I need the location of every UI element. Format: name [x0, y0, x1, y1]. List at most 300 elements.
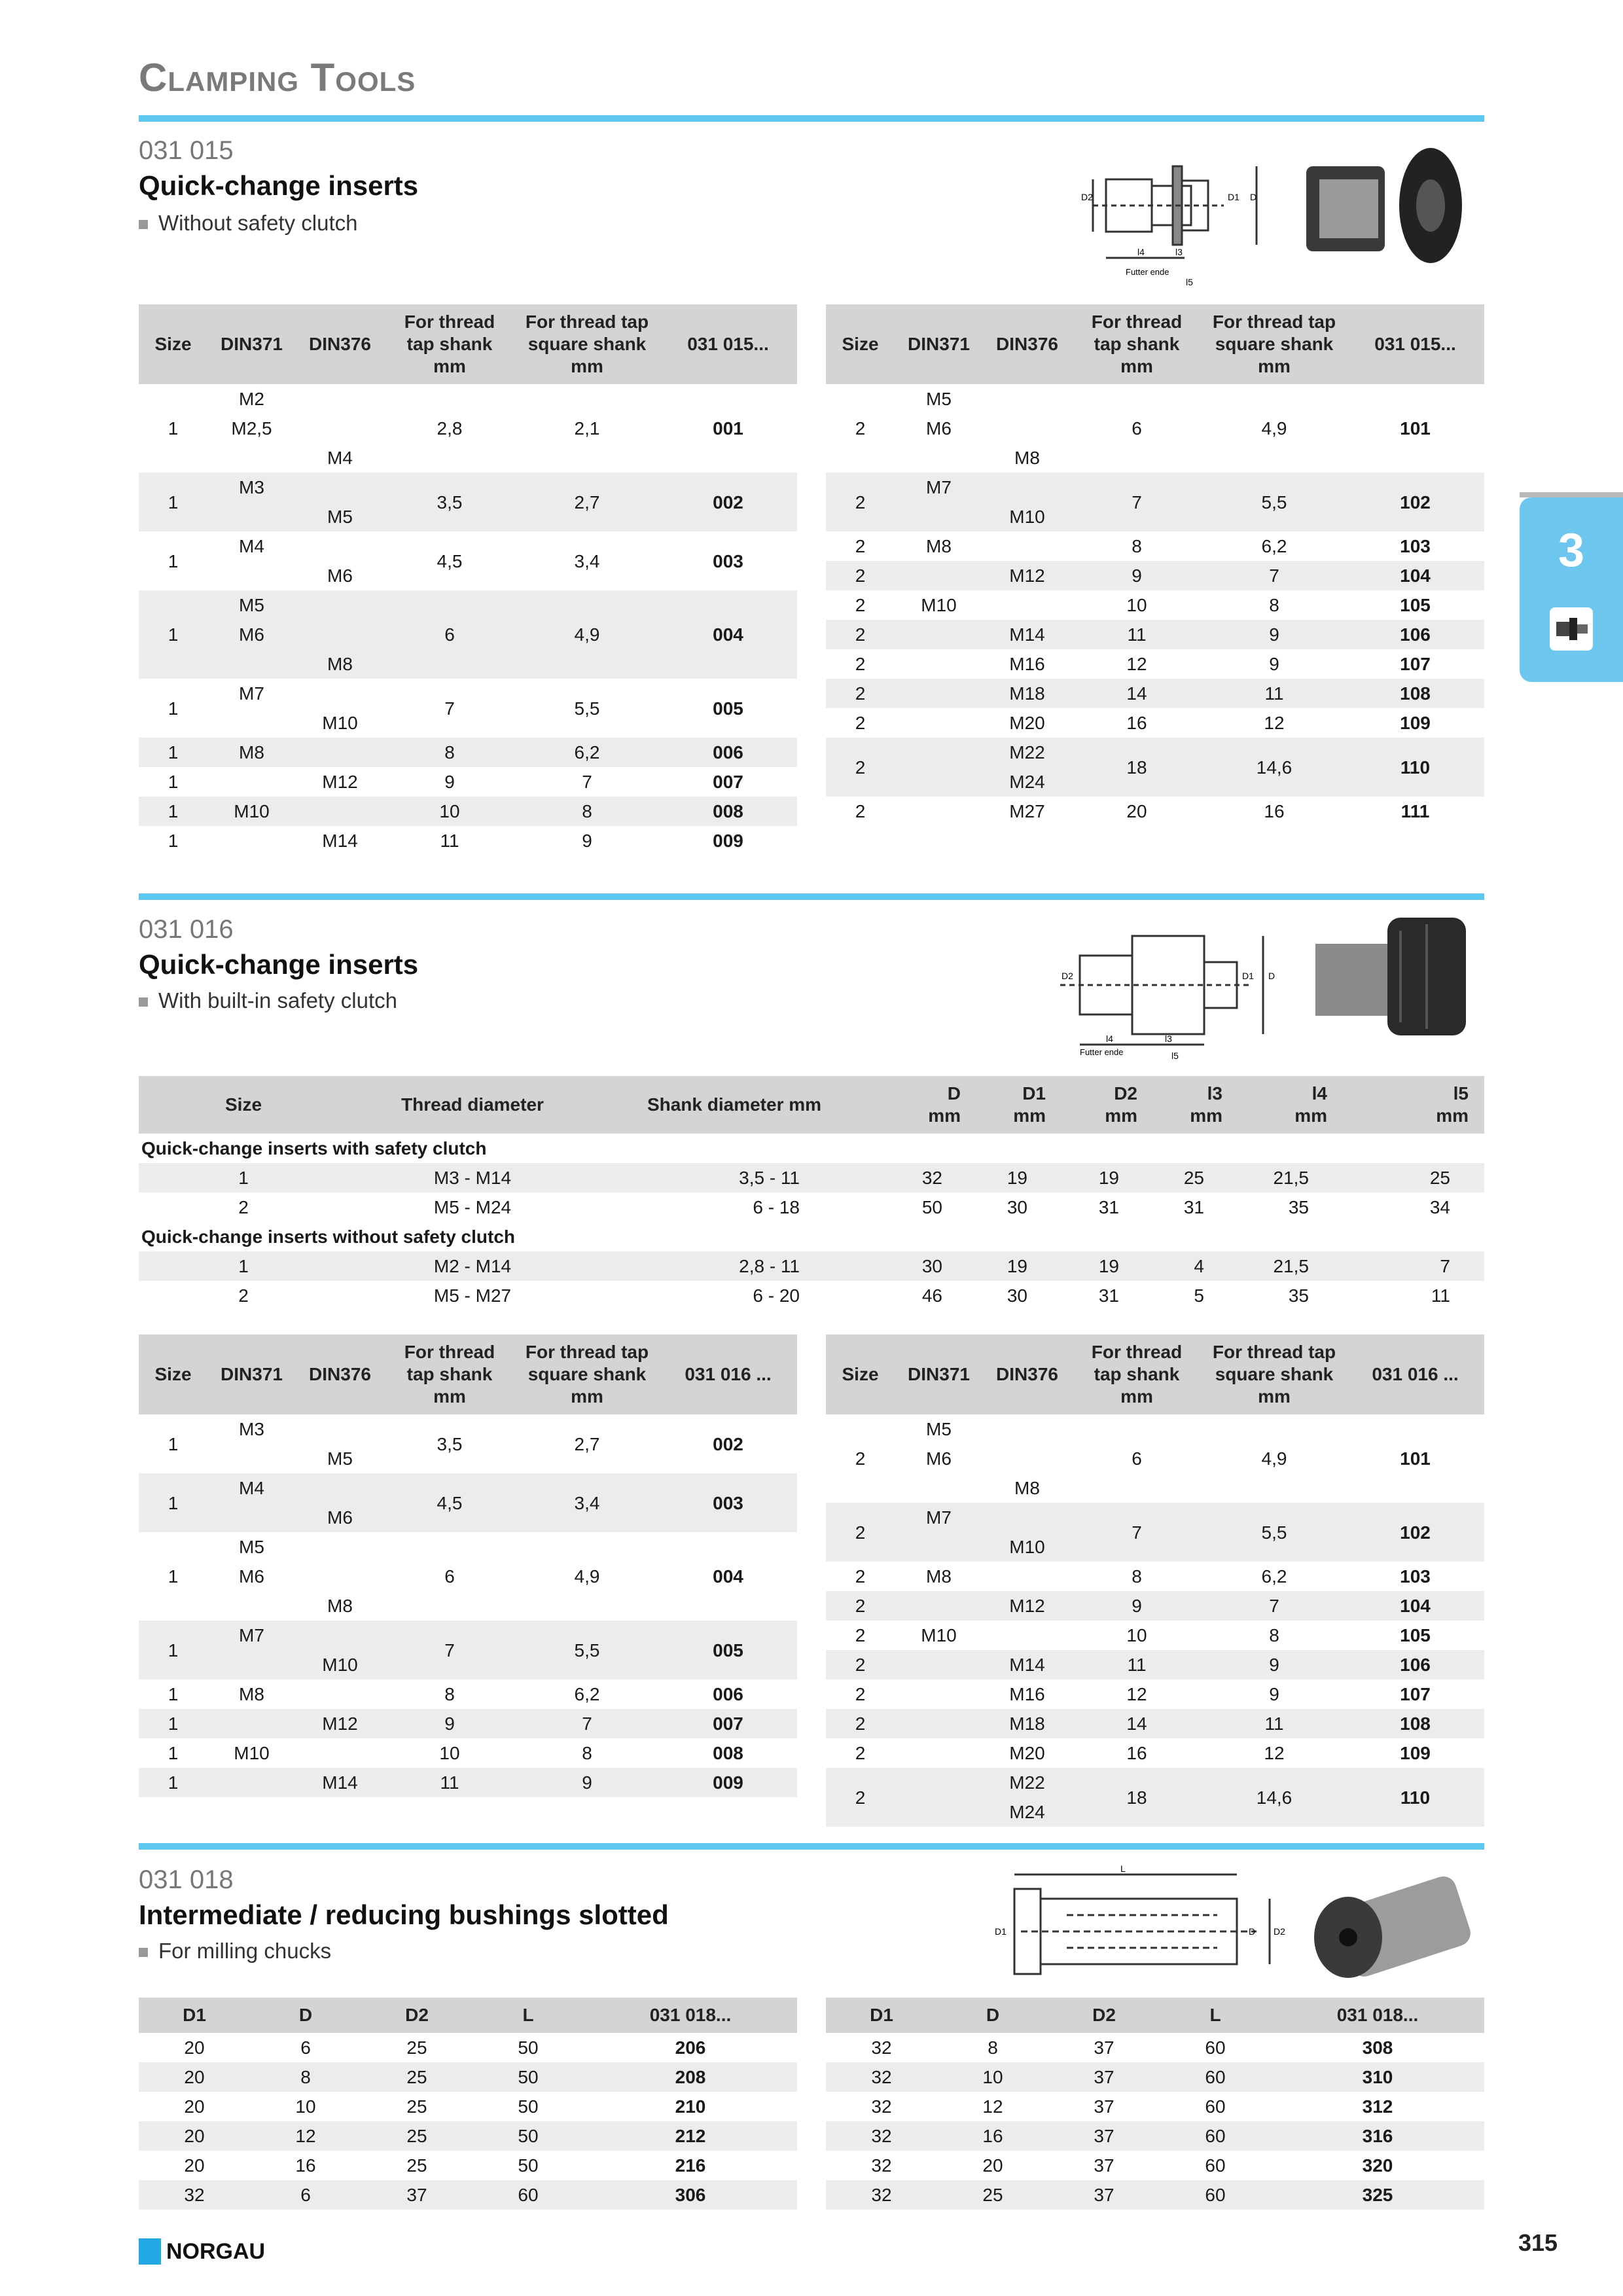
article-code-cell: 101	[1400, 1448, 1431, 1469]
din371-cell	[895, 679, 983, 708]
square-shank-cell: 5,5	[574, 698, 600, 719]
din371-cell: M4	[239, 536, 264, 556]
article-code-cell: 206	[675, 2037, 706, 2058]
din376-cell	[296, 620, 384, 649]
article-code-cell: 208	[584, 2062, 797, 2092]
tap-shank-cell: 3,5	[384, 473, 515, 531]
square-shank-cell: 6,2	[1261, 536, 1287, 556]
dims-header	[1238, 1076, 1343, 1134]
tap-shank-cell: 8	[1132, 536, 1142, 556]
bush-cell: 50	[518, 2096, 539, 2117]
article-code-cell: 007	[659, 1709, 797, 1738]
page-number: 315	[1518, 2229, 1558, 2256]
din376-cell: M5	[296, 502, 384, 531]
din371-cell: M8	[239, 1684, 264, 1704]
table-row	[139, 826, 797, 855]
din371-cell	[895, 1797, 983, 1827]
square-shank-cell: 9	[582, 831, 592, 851]
article-code-cell: 111	[1400, 801, 1430, 821]
bush-cell: 50	[473, 2121, 584, 2151]
square-shank-cell: 7	[515, 1709, 659, 1738]
tap-shank-cell: 8	[444, 1684, 455, 1704]
article-code-cell: 104	[1346, 1591, 1484, 1621]
dims-cell: 30	[1007, 1197, 1027, 1217]
tap-shank-cell: 7	[1071, 1503, 1202, 1562]
table-row	[826, 1738, 1484, 1768]
din376-cell: M6	[296, 1503, 384, 1532]
din371-cell	[207, 502, 296, 531]
bush-cell: 37	[1048, 2062, 1160, 2092]
article-code-cell: 320	[1362, 2155, 1393, 2176]
bush-cell: 12	[982, 2096, 1003, 2117]
article-code-cell: 109	[1400, 1743, 1431, 1763]
table-row	[826, 531, 1484, 561]
table-row	[826, 2092, 1484, 2121]
table-row	[139, 767, 797, 797]
tap-shank-cell: 10	[439, 1743, 460, 1763]
tap-table-left	[139, 304, 797, 855]
table-row	[826, 1768, 1484, 1797]
din371-cell	[207, 708, 296, 738]
header-line: mm	[1120, 1386, 1153, 1407]
dims-header	[1061, 1076, 1153, 1134]
d1-label: D1	[1242, 971, 1254, 981]
bush-cell: 25	[406, 2096, 427, 2117]
header-row	[139, 304, 797, 384]
bush-cell: 60	[473, 2180, 584, 2210]
din371-cell	[895, 1473, 983, 1503]
bush-cell: 32	[826, 2121, 937, 2151]
article-code-cell: 005	[659, 1621, 797, 1679]
tap-shank-cell: 11	[1071, 1650, 1202, 1679]
bullet-icon	[139, 997, 148, 1007]
bush-header: 031 018...	[584, 1998, 797, 2033]
din371-cell	[207, 561, 296, 590]
din376-cell: M12	[983, 561, 1071, 590]
header-line: mm	[571, 1386, 603, 1407]
din371-cell	[207, 1709, 296, 1738]
dims-cell: M5 - M27	[433, 1285, 512, 1306]
size-cell: 2	[855, 595, 866, 615]
din376-cell: M10	[983, 502, 1071, 531]
din376-cell: M14	[296, 1768, 384, 1797]
tap-table-left	[139, 1335, 797, 1797]
bush-cell: 10	[295, 2096, 316, 2117]
din371-cell: M10	[234, 1743, 270, 1763]
bush-cell: 16	[937, 2121, 1048, 2151]
din371-cell	[895, 1532, 983, 1562]
din376-cell: M18	[983, 1709, 1071, 1738]
bush-cell: 12	[250, 2121, 361, 2151]
bush-cell: 37	[1094, 2037, 1115, 2058]
din376-cell	[983, 1444, 1071, 1473]
table-row	[826, 1621, 1484, 1650]
bush-cell: 20	[184, 2037, 205, 2058]
col-din376: DIN376	[983, 304, 1071, 384]
tap-shank-cell: 18	[1071, 738, 1202, 797]
bush-cell: 20	[982, 2155, 1003, 2176]
section-title: Quick-change inserts	[139, 170, 419, 201]
article-code-cell: 306	[584, 2180, 797, 2210]
din376-cell: M16	[1009, 654, 1045, 674]
din371-cell	[895, 649, 983, 679]
dims-cell: 1	[139, 1163, 348, 1193]
din371-cell	[207, 826, 296, 855]
square-shank-cell: 7	[582, 772, 592, 792]
header-line: For thread	[1091, 312, 1183, 332]
article-code-cell: 004	[659, 590, 797, 679]
table-row	[826, 561, 1484, 590]
header-row	[139, 1335, 797, 1414]
article-code-cell: 105	[1400, 595, 1431, 615]
bush-cell: 60	[1205, 2096, 1226, 2117]
article-code-cell: 006	[713, 1684, 743, 1704]
square-shank-cell: 5,5	[515, 1621, 659, 1679]
col-size: Size	[826, 1335, 895, 1414]
din376-cell	[296, 590, 384, 620]
article-code-cell: 105	[1400, 1625, 1431, 1645]
size-cell: 2	[855, 713, 866, 733]
din371-cell: M5	[239, 1537, 264, 1557]
din376-cell: M10	[322, 713, 358, 733]
d1-label: D1	[995, 1926, 1007, 1937]
size-cell: 1	[139, 738, 207, 767]
group-caption-row	[139, 1134, 1484, 1163]
header-line: tap shank	[406, 334, 493, 354]
section-divider	[139, 1843, 1484, 1850]
din371-cell: M8	[207, 738, 296, 767]
din376-cell: M12	[322, 772, 358, 792]
din376-cell	[983, 473, 1071, 502]
size-cell: 2	[826, 1768, 895, 1827]
bush-cell: 20	[184, 2096, 205, 2117]
din376-cell: M22	[983, 738, 1071, 767]
square-shank-cell: 4,9	[1261, 418, 1287, 439]
bullet-icon	[139, 220, 148, 229]
tap-shank-cell: 9	[1071, 561, 1202, 590]
din371-cell: M10	[207, 797, 296, 826]
din376-cell: M22	[983, 1768, 1071, 1797]
tap-shank-cell: 7	[1071, 473, 1202, 531]
table-row	[826, 1562, 1484, 1591]
din371-cell	[207, 1768, 296, 1797]
article-code-cell: 312	[1362, 2096, 1393, 2117]
tap-shank-cell: 8	[384, 738, 515, 767]
col-size: Size	[139, 304, 207, 384]
table-row	[826, 2062, 1484, 2092]
dims-cell: 19	[1061, 1251, 1153, 1281]
din371-cell	[895, 502, 983, 531]
table-row	[826, 2121, 1484, 2151]
size-cell: 1	[168, 1566, 179, 1587]
square-shank-cell: 8	[582, 1743, 592, 1763]
col-din371: DIN371	[895, 1335, 983, 1414]
col-tap-shank	[384, 304, 515, 384]
table-row	[139, 2092, 797, 2121]
din376-cell	[983, 1503, 1071, 1532]
square-shank-cell: 12	[1264, 1743, 1285, 1763]
bush-cell: 32	[826, 2180, 937, 2210]
tap-shank-cell: 16	[1126, 1743, 1147, 1763]
article-code-cell: 106	[1346, 620, 1484, 649]
article-code-cell: 009	[713, 831, 743, 851]
dimensions-table	[139, 1076, 1484, 1310]
futter-label: Futter ende	[1126, 267, 1169, 277]
din376-cell: M12	[296, 1709, 384, 1738]
size-cell: 1	[168, 772, 179, 792]
bush-cell: 20	[184, 2155, 205, 2176]
size-cell: 1	[139, 797, 207, 826]
header-line: mm	[1120, 356, 1153, 376]
din376-cell	[296, 414, 384, 443]
din371-cell	[895, 708, 983, 738]
size-cell: 1	[168, 831, 179, 851]
tap-shank-cell: 10	[1126, 595, 1147, 615]
din376-cell: M12	[983, 1591, 1071, 1621]
size-cell: 1	[139, 590, 207, 679]
dims-cell: 7	[1343, 1251, 1484, 1281]
chapter-tab-edge	[1520, 492, 1623, 497]
dims-cell: 11	[1431, 1285, 1450, 1306]
din371-cell	[895, 1738, 983, 1768]
bush-header: D1	[826, 1998, 937, 2033]
din376-cell: M6	[327, 565, 353, 586]
col-square-shank	[515, 304, 659, 384]
tap-shank-cell: 6	[384, 590, 515, 679]
tap-shank-cell: 4,5	[384, 1473, 515, 1532]
col-din376: DIN376	[296, 304, 384, 384]
table-row	[139, 738, 797, 767]
bush-header: D1	[139, 1998, 250, 2033]
l3-label: l3	[1165, 1033, 1172, 1044]
dims-header	[1343, 1076, 1484, 1134]
square-shank-cell: 11	[1202, 1709, 1346, 1738]
article-code-cell: 316	[1271, 2121, 1484, 2151]
article-code-cell: 107	[1400, 1684, 1431, 1704]
tap-shank-cell: 11	[384, 1768, 515, 1797]
size-cell: 2	[855, 1448, 866, 1469]
size-cell: 1	[168, 418, 179, 439]
bush-cell: 16	[295, 2155, 316, 2176]
square-shank-cell: 2,1	[574, 418, 600, 439]
bush-cell: 50	[518, 2037, 539, 2058]
tap-shank-cell: 11	[1071, 620, 1202, 649]
dims-header-unit: mm	[1190, 1105, 1222, 1126]
table-row	[139, 1414, 797, 1444]
din376-cell: M10	[983, 1532, 1071, 1562]
din376-cell	[983, 531, 1071, 561]
bush-cell: 6	[300, 2037, 311, 2058]
square-shank-cell: 7	[1202, 1591, 1346, 1621]
article-code-cell: 006	[659, 738, 797, 767]
header-line: For thread tap	[525, 1342, 649, 1362]
din371-cell	[207, 1591, 296, 1621]
article-code-cell: 103	[1400, 1566, 1431, 1587]
din376-cell: M14	[983, 620, 1071, 649]
table-row	[826, 649, 1484, 679]
dims-cell: 2	[238, 1285, 249, 1306]
square-shank-cell: 8	[1269, 595, 1279, 615]
bush-cell: 32	[871, 2037, 892, 2058]
din376-cell: M14	[983, 1650, 1071, 1679]
size-cell: 1	[139, 1768, 207, 1797]
technical-drawing	[1067, 140, 1283, 291]
dims-cell: M5 - M24	[433, 1197, 512, 1217]
product-photo	[1302, 1865, 1479, 1983]
dims-cell: 1	[139, 1251, 348, 1281]
table-row	[826, 473, 1484, 502]
din371-cell: M8	[926, 536, 952, 556]
size-cell: 1	[168, 1433, 179, 1454]
article-code-cell: 003	[659, 1473, 797, 1532]
dims-cell: 50	[921, 1197, 942, 1217]
dims-cell: 46	[921, 1285, 942, 1306]
section-subtitle	[139, 211, 357, 236]
square-shank-cell: 6,2	[1261, 1566, 1287, 1587]
size-cell: 1	[139, 473, 207, 531]
table-row	[826, 2180, 1484, 2210]
dims-header-unit: mm	[1013, 1105, 1046, 1126]
col-tap-shank	[1071, 1335, 1202, 1414]
article-code-cell: 107	[1400, 654, 1431, 674]
header-line: For thread	[1091, 1342, 1183, 1362]
din371-cell	[895, 1709, 983, 1738]
header-row	[139, 1076, 1484, 1134]
bullet-icon	[139, 1948, 148, 1957]
din371-cell: M3	[239, 1419, 264, 1439]
header-line: square shank	[527, 334, 647, 354]
col-article: 031 016 ...	[1346, 1335, 1484, 1414]
header-line: tap shank	[1094, 1364, 1180, 1384]
tap-shank-cell: 9	[384, 1709, 515, 1738]
tap-shank-cell: 7	[444, 698, 455, 719]
table-row	[139, 590, 797, 620]
header-line: mm	[433, 1386, 466, 1407]
din376-cell	[296, 1473, 384, 1503]
din376-cell: M18	[983, 679, 1071, 708]
group-caption: Quick-change inserts with safety clutch	[141, 1138, 487, 1158]
din371-cell	[207, 1650, 296, 1679]
article-code-cell: 102	[1346, 1503, 1484, 1562]
table-row	[139, 2033, 797, 2062]
din371-cell: M5	[926, 389, 952, 409]
col-size: Size	[826, 304, 895, 384]
table-row	[139, 1709, 797, 1738]
page-title: Clamping Tools	[139, 56, 416, 99]
bush-header: D2	[361, 1998, 473, 2033]
table-row	[826, 620, 1484, 649]
table-row	[826, 384, 1484, 414]
tap-shank-cell: 12	[1126, 654, 1147, 674]
table-row	[139, 797, 797, 826]
size-cell: 2	[855, 1684, 866, 1704]
bush-cell: 37	[1094, 2096, 1115, 2117]
square-shank-cell: 3,4	[574, 550, 600, 571]
article-code-cell: 002	[713, 1433, 743, 1454]
section-subtitle	[139, 988, 397, 1013]
tap-shank-cell: 12	[1126, 1684, 1147, 1704]
din376-cell: M27	[1009, 801, 1045, 821]
bush-header: L	[473, 1998, 584, 2033]
tap-shank-cell: 6	[444, 1566, 455, 1587]
din376-cell: M16	[1009, 1684, 1045, 1704]
header-line: For thread tap	[525, 312, 649, 332]
article-code-cell: 210	[675, 2096, 706, 2117]
col-din376: DIN376	[296, 1335, 384, 1414]
bush-cell: 60	[1160, 2180, 1271, 2210]
tap-shank-cell: 20	[1126, 801, 1147, 821]
table-row	[139, 2180, 797, 2210]
bush-cell: 37	[1048, 2121, 1160, 2151]
din376-cell	[296, 1738, 384, 1768]
header-row	[826, 304, 1484, 384]
din371-cell: M10	[921, 595, 957, 615]
article-code-cell: 003	[713, 550, 743, 571]
square-shank-cell: 4,9	[574, 1566, 600, 1587]
dims-cell: 19	[976, 1251, 1061, 1281]
dims-header-unit: mm	[1105, 1105, 1137, 1126]
technical-drawing	[1034, 916, 1289, 1067]
square-shank-cell: 11	[1202, 679, 1346, 708]
bush-cell: 25	[937, 2180, 1048, 2210]
din376-cell: M8	[1014, 448, 1040, 468]
table-row	[139, 1532, 797, 1562]
article-code-cell: 009	[659, 1768, 797, 1797]
size-cell: 2	[826, 1591, 895, 1621]
square-shank-cell: 9	[515, 1768, 659, 1797]
table-row	[826, 1414, 1484, 1444]
futter-label: Futter ende	[1080, 1047, 1124, 1057]
table-row	[826, 2151, 1484, 2180]
square-shank-cell: 7	[1202, 561, 1346, 590]
header-line: mm	[1258, 356, 1291, 376]
din376-cell	[296, 1679, 384, 1709]
table-row	[139, 2121, 797, 2151]
article-code-cell: 108	[1346, 1709, 1484, 1738]
dims-cell: 25	[1153, 1163, 1238, 1193]
bush-cell: 10	[937, 2062, 1048, 2092]
table-row	[139, 1738, 797, 1768]
tap-shank-cell: 16	[1126, 713, 1147, 733]
size-cell: 2	[826, 1650, 895, 1679]
table-row	[826, 797, 1484, 826]
square-shank-cell: 4,9	[1261, 1448, 1287, 1469]
size-cell: 2	[855, 801, 866, 821]
group-caption-row	[139, 1222, 1484, 1251]
dims-header	[872, 1076, 976, 1134]
col-size: Size	[139, 1335, 207, 1414]
header-row	[826, 1998, 1484, 2033]
din371-cell	[895, 767, 983, 797]
article-code-cell: 212	[584, 2121, 797, 2151]
dims-header-label: D2	[1114, 1083, 1137, 1103]
din371-cell	[895, 1650, 983, 1679]
bush-cell: 32	[826, 2062, 937, 2092]
article-code-cell: 103	[1400, 536, 1431, 556]
din376-cell: M5	[327, 1448, 353, 1469]
din371-cell	[895, 1679, 983, 1709]
table-row	[826, 738, 1484, 767]
article-code-cell: 104	[1346, 561, 1484, 590]
dims-cell: 6 - 18	[753, 1197, 800, 1217]
table-row	[139, 1193, 1484, 1222]
bush-cell: 50	[473, 2062, 584, 2092]
dims-cell: 32	[872, 1163, 976, 1193]
din376-cell: M8	[327, 1596, 353, 1616]
article-code-cell: 008	[713, 1743, 743, 1763]
dims-header-label: D1	[1022, 1083, 1046, 1103]
bush-cell: 50	[518, 2155, 539, 2176]
